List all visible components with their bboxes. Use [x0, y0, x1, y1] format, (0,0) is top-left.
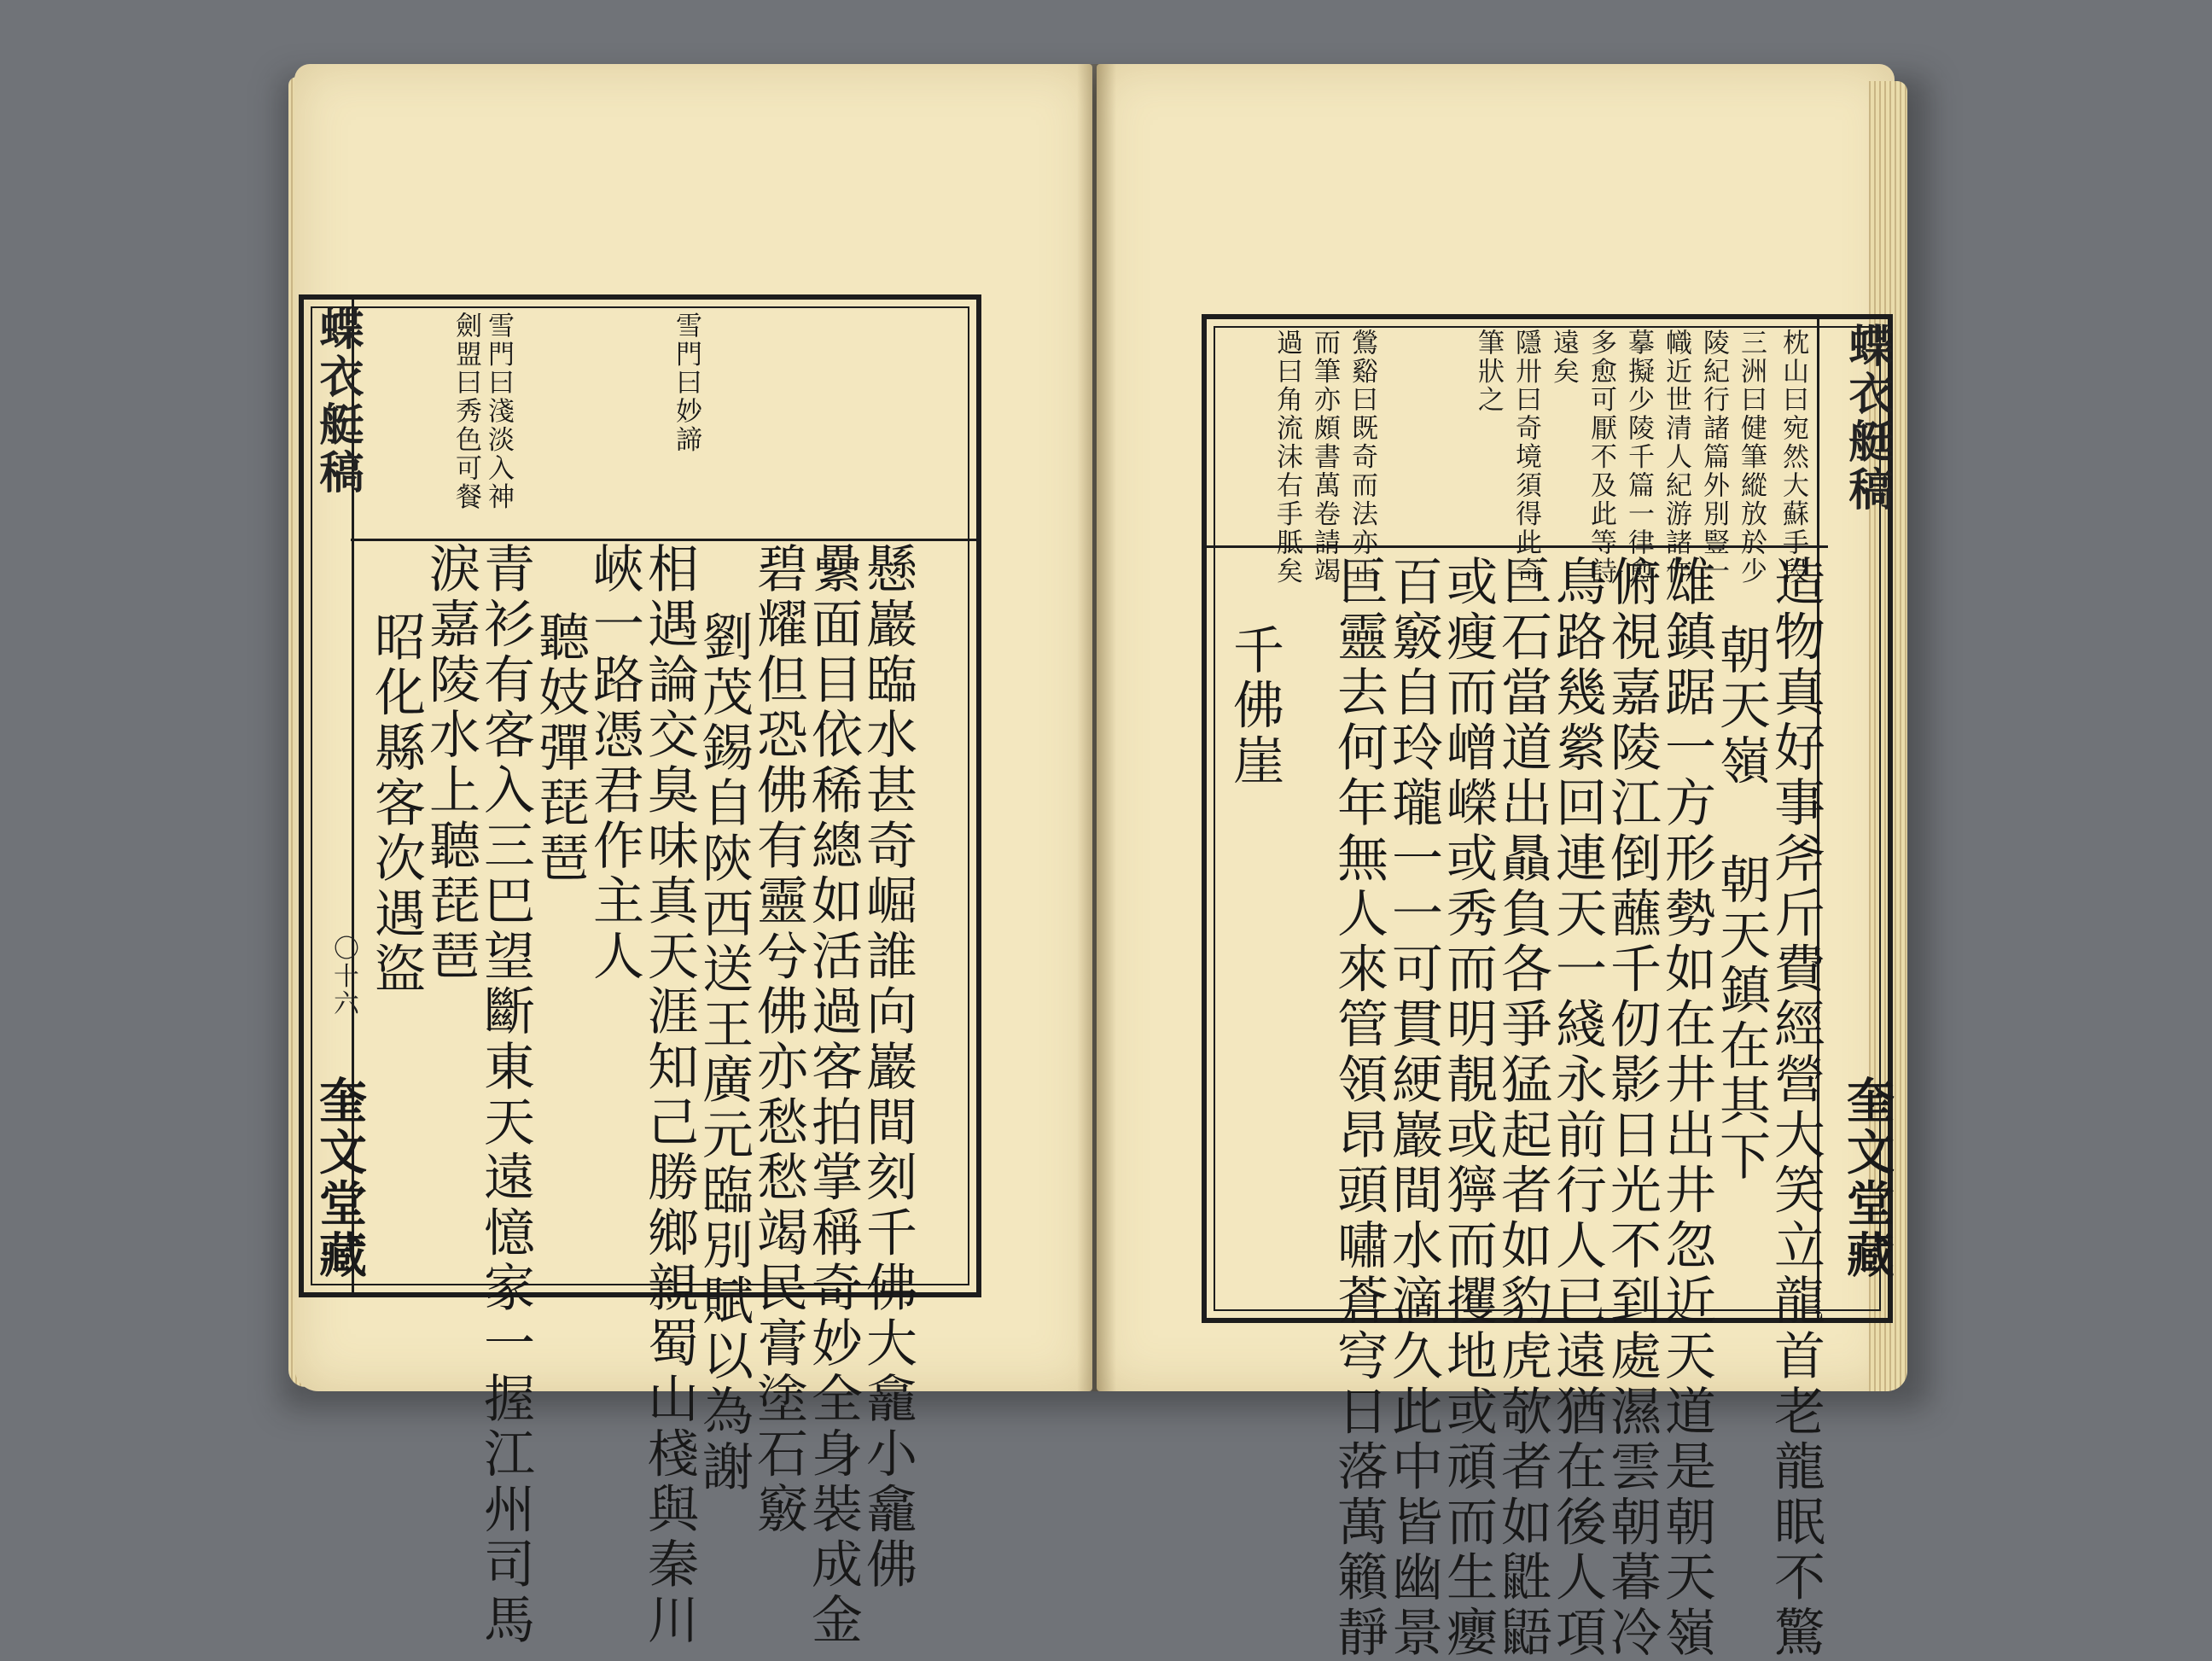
right-margin-title: 蝶衣艇稿 — [1841, 323, 1893, 515]
right-commentary-10: 鶯谿曰既奇而法亦正 — [1347, 329, 1377, 586]
left-text-column-4: 劉茂錫自陝西送王廣元臨別賦以為謝 — [694, 610, 754, 1495]
left-text-column-7: 聽妓彈琵琶 — [530, 610, 590, 887]
right-text-column-6: 巨石當道出贔負各爭猛起者如豹虎欹者如鼪鼯 — [1493, 555, 1552, 1661]
right-text-column-9: 巨靈去何年無人來管領昂頭嘯蒼穹日落萬籟靜 — [1329, 555, 1388, 1661]
right-text-column-2: 朝天嶺 朝天鎮在其下 — [1711, 623, 1771, 1185]
left-commentary-3: 劍盟曰秀色可餐 — [451, 312, 481, 512]
right-commentary-3: 陵紀行諸篇外別豎一 — [1698, 329, 1729, 586]
left-page-number: 〇十六 — [329, 935, 358, 1018]
right-commentary-6: 多愈可厭不及此等詩 — [1586, 329, 1616, 586]
left-margin-title: 蝶衣艇稿 — [311, 306, 364, 498]
left-text-column-9: 淚嘉陵水上聽琵琶 — [421, 542, 480, 985]
right-commentary-2: 三洲曰健筆縱放於少 — [1736, 329, 1767, 586]
right-commentary-1: 枕山曰宛然大蘇手段 — [1778, 329, 1808, 586]
right-text-column-10: 千佛崖 — [1225, 623, 1284, 790]
left-commentary-1: 雪門曰妙諦 — [671, 312, 701, 455]
right-commentary-8: 隱卅曰奇境須得此奇 — [1511, 329, 1541, 586]
left-commentary-rule — [351, 539, 976, 541]
right-text-column-8: 百竅自玲瓏一一可貫綆巖間水滴久此中皆幽景 — [1383, 555, 1443, 1661]
left-publisher-mark: 奎文堂藏 — [311, 1075, 368, 1282]
right-commentary-4: 幟近世清人紀游諸作 — [1661, 329, 1691, 586]
right-commentary-11: 而筆亦頗書萬卷請竭 — [1309, 329, 1340, 586]
left-text-column-5: 相遇論交臭味真天涯知己勝鄉親蜀山棧與秦川 — [639, 542, 699, 1648]
left-text-column-3: 碧耀但恐佛有靈兮佛亦愁愁竭民膏塗石竅 — [748, 542, 808, 1538]
right-text-column-7: 或瘦而嶒嶸或秀而明靚或獰而攫地或頑而生癭 — [1438, 555, 1498, 1661]
book-gutter — [1077, 64, 1116, 1391]
right-text-column-1: 造物真好事斧斤費經營大笑立龍首老龍眠不驚 — [1766, 555, 1825, 1661]
left-text-column-10: 昭化縣客次遇盜 — [366, 610, 426, 998]
right-commentary-9: 筆狀之 — [1473, 329, 1504, 415]
right-text-column-3: 雄鎮踞一方形勢如在井出井忽近天道是朝天嶺 — [1656, 555, 1716, 1661]
right-commentary-7: 遠矣 — [1548, 329, 1579, 386]
right-publisher-mark: 奎文堂藏 — [1839, 1075, 1895, 1282]
left-text-column-2: 纍面目依稀總如活過客拍掌稱奇妙全身裝成金 — [803, 542, 863, 1648]
right-commentary-5: 摹擬少陵千篇一律愈 — [1623, 329, 1654, 586]
right-text-column-4: 俯視嘉陵江倒蘸千仞影日光不到處濕雲朝暮冷 — [1602, 555, 1662, 1661]
right-commentary-12: 過曰角流沫右手胝矣 — [1272, 329, 1302, 586]
left-text-column-6: 峽一路憑君作主人 — [585, 542, 644, 985]
right-text-column-5: 鳥路幾縈回連天一綫永前行人已遠猶在後人項 — [1547, 555, 1607, 1661]
left-text-column-8: 青衫有客入三巴望斷東天遠憶家一握江州司馬 — [475, 542, 535, 1648]
left-commentary-2: 雪門曰淺淡入神 — [483, 312, 514, 512]
left-text-column-1: 懸巖臨水甚奇崛誰向巖間刻千佛大龕小龕佛 — [858, 542, 917, 1594]
